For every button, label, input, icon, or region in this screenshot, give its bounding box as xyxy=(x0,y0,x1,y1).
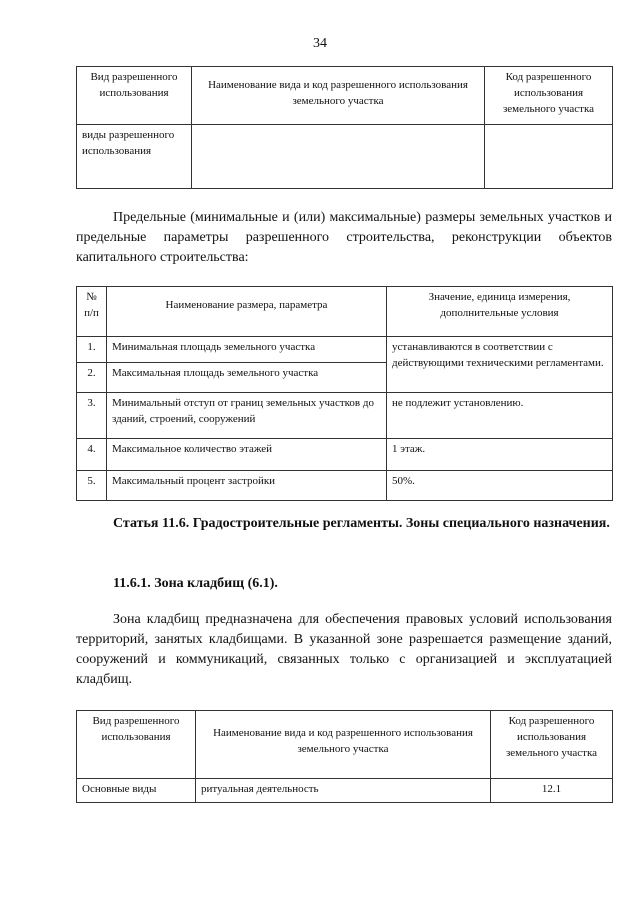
header-use-name: Наименование вида и код разрешенного использования земельного участка xyxy=(192,67,485,125)
permitted-use-table-continued xyxy=(76,66,613,189)
parameters-table xyxy=(76,286,613,501)
param-value: 50%. xyxy=(387,471,613,501)
param-num: 4. xyxy=(77,439,107,471)
row-label: виды разрешенного использования xyxy=(77,125,192,189)
param-value: 1 этаж. xyxy=(387,439,613,471)
row-name: ритуальная деятельность xyxy=(196,779,491,803)
param-num: 2. xyxy=(77,363,107,393)
param-value-merged: устанавливаются в соответствии с действующими техническими регламентами. xyxy=(387,337,613,393)
header-param-name: Наименование размера, параметра xyxy=(107,287,387,337)
row-name xyxy=(192,125,485,189)
header-use-code: Код разрешенного использования земельного участка xyxy=(491,711,613,779)
page-number: 34 xyxy=(313,36,327,51)
article-heading: Статья 11.6. Градостроительные регламенты. Зоны специального назначения. xyxy=(113,516,610,531)
header-use-type: Вид разрешенного использования xyxy=(77,711,196,779)
row-label: Основные виды xyxy=(77,779,196,803)
paragraph-zone-description: Зона кладбищ предназначена для обеспечения правовых условий использования территорий, занятых кладбищами. В указанной зоне разрешается размещение зданий, сооружений и коммуникаций, связанных только с организацией и эксплуатацией кладбищ. xyxy=(76,612,612,687)
header-param-value: Значение, единица измерения, дополнительные условия xyxy=(387,287,613,337)
param-num: 1. xyxy=(77,337,107,363)
cemetery-permitted-use-table xyxy=(76,710,613,803)
param-name: Минимальный отступ от границ земельных участков до зданий, строений, сооружений xyxy=(107,393,387,439)
zone-subheading: 11.6.1. Зона кладбищ (6.1). xyxy=(113,576,278,591)
param-name: Максимальный процент застройки xyxy=(107,471,387,501)
param-name: Максимальное количество этажей xyxy=(107,439,387,471)
row-code xyxy=(485,125,613,189)
param-name: Минимальная площадь земельного участка xyxy=(107,337,387,363)
header-num: № п/п xyxy=(77,287,107,337)
header-use-type: Вид разрешенного использования xyxy=(77,67,192,125)
header-use-name: Наименование вида и код разрешенного использования земельного участка xyxy=(196,711,491,779)
param-num: 3. xyxy=(77,393,107,439)
header-use-code: Код разрешенного использования земельного участка xyxy=(485,67,613,125)
param-value: не подлежит установлению. xyxy=(387,393,613,439)
row-code: 12.1 xyxy=(491,779,613,803)
param-num: 5. xyxy=(77,471,107,501)
paragraph-limits-intro: Предельные (минимальные и (или) максимальные) размеры земельных участков и предельные параметры разрешенного строительства, реконструкции объектов капитального строительства: xyxy=(76,210,612,265)
param-name: Максимальная площадь земельного участка xyxy=(107,363,387,393)
